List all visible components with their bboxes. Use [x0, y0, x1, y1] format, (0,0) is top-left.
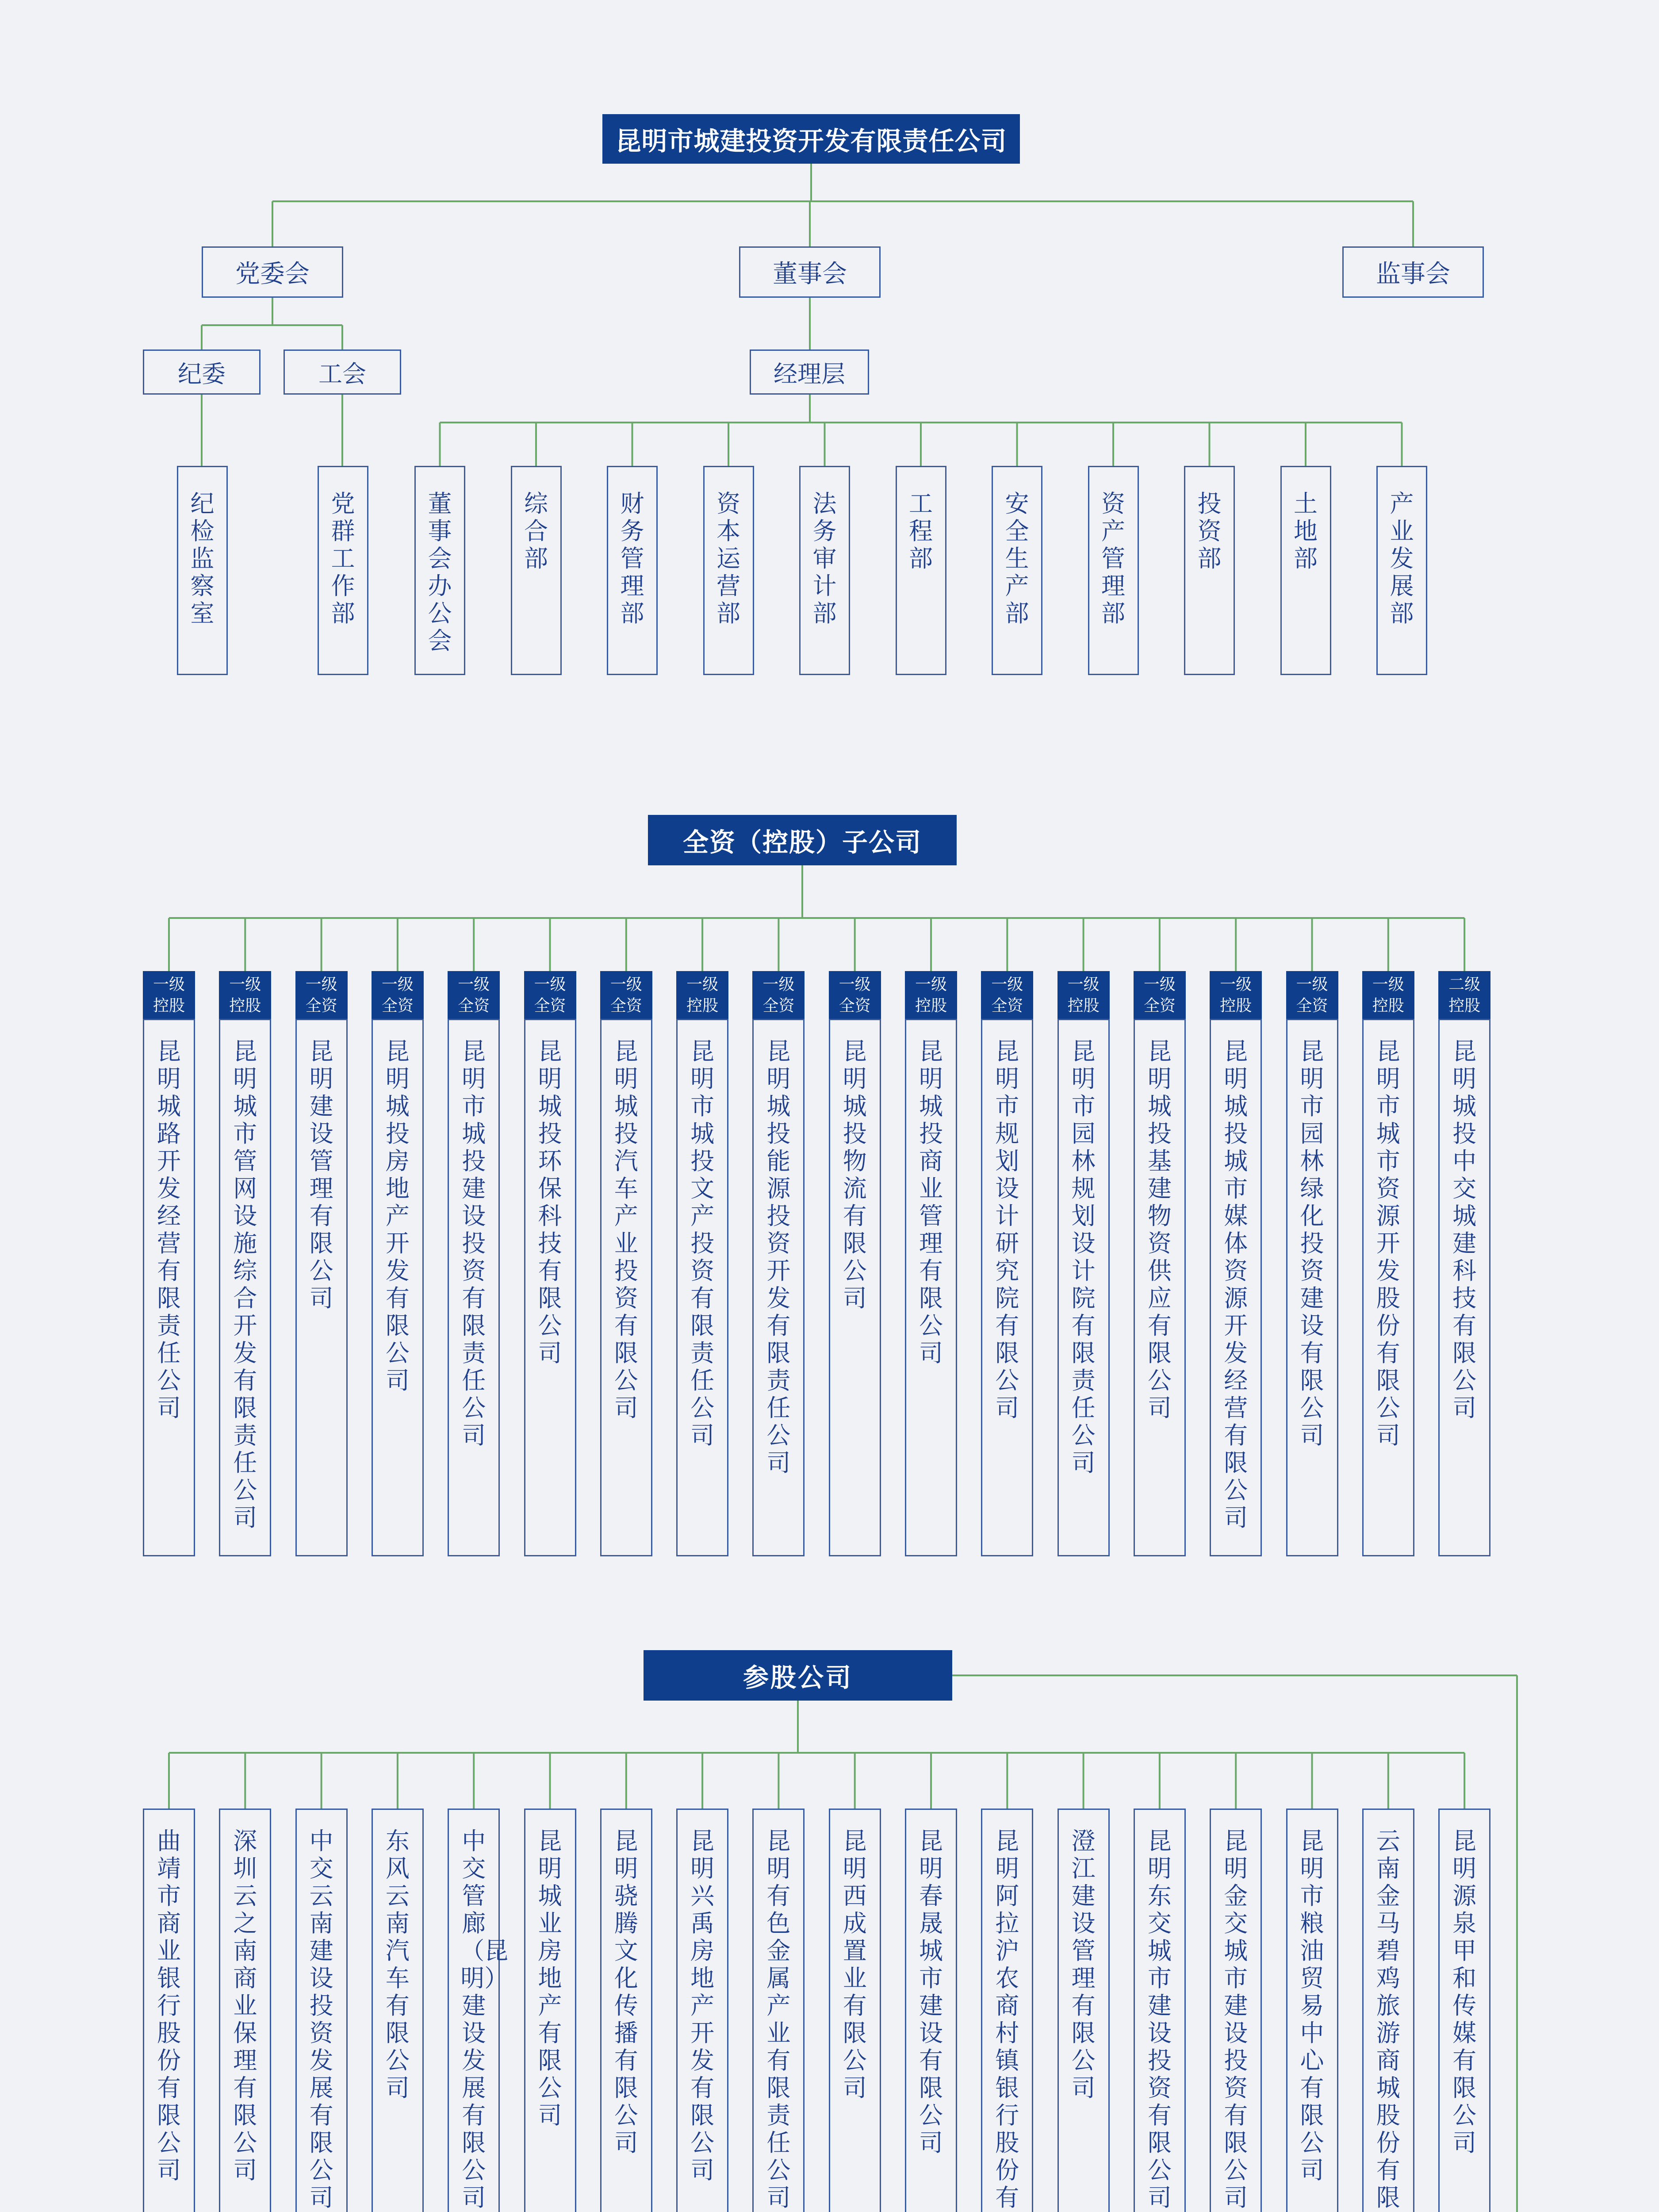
- affiliate-box: [1134, 1809, 1186, 2212]
- subsidiary-tag: [219, 971, 271, 1020]
- subsidiary-tag-type: 控股: [1067, 996, 1100, 1014]
- subsidiary-tag-level: 一级: [1372, 975, 1404, 993]
- subsidiary-label: 昆明城市管网设施综合开发有限责任公司: [233, 1038, 257, 1531]
- affiliate-box: [1438, 1809, 1490, 2212]
- subsidiary-box: [752, 1019, 805, 1556]
- subsidiary-box: [1438, 1019, 1490, 1556]
- affiliate-label: 昆明阿拉沪农商村镇银行股份有: [995, 1828, 1019, 2211]
- subsidiary-label: 昆明城投环保科技有限公司: [538, 1038, 562, 1367]
- subsidiary-label: 昆明市城投文产投资有限责任公司: [690, 1038, 715, 1449]
- department-label: 财务管理部: [620, 491, 644, 627]
- subsidiary-tag: [600, 971, 652, 1020]
- party-work-dept-label: 党群工作部: [331, 491, 355, 627]
- affiliate-box: [295, 1809, 348, 2212]
- subsidiary-tag: [1134, 971, 1186, 1020]
- subsidiary-tag-level: 一级: [1143, 975, 1176, 993]
- subsidiary-tag-type: 控股: [229, 996, 261, 1014]
- department-box: [1088, 466, 1139, 675]
- affiliate-label: 东风云南汽车有限公司: [385, 1828, 410, 2101]
- subsidiary-box: [143, 1019, 195, 1556]
- affiliate-label: 昆明春晟城市建设有限公司: [919, 1828, 943, 2156]
- subsidiary-tag-type: 控股: [1220, 996, 1252, 1014]
- subsidiary-tag: [676, 971, 728, 1020]
- subsidiary-tag: [1057, 971, 1110, 1020]
- subsidiary-tag-type: 控股: [915, 996, 947, 1014]
- subsidiary-tag: [1362, 971, 1414, 1020]
- affiliate-label: 澄江建设管理有限公司: [1071, 1828, 1096, 2101]
- subsidiary-label: 昆明城投房地产开发有限公司: [385, 1038, 410, 1394]
- subsidiary-tag-level: 一级: [1296, 975, 1328, 993]
- affiliate-label: 昆明源泉甲和传媒有限公司: [1452, 1828, 1477, 2156]
- department-box: [1184, 466, 1235, 675]
- subsidiary-label: 昆明城投中交城建科技有限公司: [1452, 1038, 1477, 1421]
- subsidiaries-title: 全资（控股）子公司: [648, 815, 957, 865]
- subsidiary-label: 昆明市园林规划设计院有限责任公司: [1071, 1038, 1096, 1476]
- affiliate-box: [981, 1809, 1033, 2212]
- subsidiary-tag-level: 一级: [686, 975, 719, 993]
- subsidiary-tag-level: 一级: [915, 975, 947, 993]
- subsidiary-box: [600, 1019, 652, 1556]
- subsidiary-box: [1286, 1019, 1338, 1556]
- subsidiary-label: 昆明城投基建物资供应有限公司: [1147, 1038, 1172, 1421]
- affiliate-box: [372, 1809, 424, 2212]
- affiliate-label: 中交管廊（昆明）建设发展有限公司: [460, 1828, 509, 2211]
- affiliate-label: 云南金马碧鸡旅游商城股份有限: [1376, 1828, 1400, 2211]
- department-box: [511, 466, 562, 675]
- subsidiary-tag-level: 一级: [305, 975, 337, 993]
- department-box: [1376, 466, 1427, 675]
- subsidiary-label: 昆明城投能源投资开发有限责任公司: [766, 1038, 791, 1476]
- subsidiary-label: 昆明市规划设计研究院有限公司: [995, 1038, 1019, 1421]
- subsidiary-tag-level: 一级: [534, 975, 566, 993]
- department-box: [799, 466, 850, 675]
- affiliate-box: [219, 1809, 271, 2212]
- subsidiary-label: 昆明市园林绿化投资建设有限公司: [1300, 1038, 1324, 1449]
- discipline-office-label: 纪检监察室: [190, 491, 215, 627]
- subsidiary-box: [524, 1019, 576, 1556]
- affiliate-label: 昆明市粮油贸易中心有限公司: [1300, 1828, 1324, 2184]
- affiliate-box: [1362, 1809, 1414, 2212]
- affiliates-title: 参股公司: [644, 1650, 952, 1701]
- subsidiary-tag-type: 控股: [686, 996, 719, 1014]
- department-label: 综合部: [524, 491, 548, 572]
- department-label: 法务审计部: [812, 491, 837, 627]
- department-label: 安全生产部: [1005, 491, 1029, 627]
- affiliate-box: [752, 1809, 805, 2212]
- subsidiary-tag-type: 全资: [762, 996, 795, 1014]
- subsidiary-tag-level: 一级: [991, 975, 1023, 993]
- supervisory-board-box: 监事会: [1342, 246, 1484, 298]
- subsidiary-box: [1134, 1019, 1186, 1556]
- party-work-dept-box: [318, 466, 368, 675]
- subsidiary-label: 昆明市城市资源开发股份有限公司: [1376, 1038, 1400, 1449]
- department-box: [607, 466, 658, 675]
- discipline-office-box: [177, 466, 228, 675]
- department-label: 资本运营部: [716, 491, 740, 627]
- affiliate-label: 昆明兴禹房地产开发有限公司: [690, 1828, 715, 2184]
- subsidiary-tag-type: 全资: [305, 996, 337, 1014]
- affiliate-box: [448, 1809, 509, 2212]
- subsidiary-tag: [905, 971, 957, 1020]
- subsidiary-tag: [524, 971, 576, 1020]
- subsidiary-tag: [143, 971, 195, 1020]
- subsidiary-box: [1362, 1019, 1414, 1556]
- subsidiary-tag: [981, 971, 1033, 1020]
- subsidiary-box: [372, 1019, 424, 1556]
- subsidiary-tag: [1210, 971, 1262, 1020]
- subsidiary-label: 昆明市城投建设投资有限责任公司: [462, 1038, 486, 1449]
- subsidiary-tag-type: 全资: [381, 996, 414, 1014]
- subsidiary-tag-level: 一级: [229, 975, 261, 993]
- department-label: 产业发展部: [1390, 491, 1414, 627]
- subsidiary-label: 昆明城路开发经营有限责任公司: [157, 1038, 181, 1421]
- subsidiary-tag-level: 一级: [381, 975, 414, 993]
- affiliate-box: [1286, 1809, 1338, 2212]
- subsidiary-tag-level: 一级: [762, 975, 795, 993]
- subsidiary-tag-level: 一级: [153, 975, 185, 993]
- subsidiary-tag: [752, 971, 805, 1020]
- subsidiary-tag-type: 全资: [991, 996, 1023, 1014]
- subsidiary-tag-type: 全资: [534, 996, 566, 1014]
- subsidiary-box: [448, 1019, 500, 1556]
- subsidiary-tag-type: 全资: [1296, 996, 1328, 1014]
- affiliate-label: 深圳云之南商业保理有限公司: [233, 1828, 257, 2184]
- department-box: [896, 466, 946, 675]
- subsidiary-tag: [448, 971, 500, 1020]
- affiliate-box: [1057, 1809, 1110, 2212]
- subsidiary-tag-level: 一级: [839, 975, 871, 993]
- party-committee-box: 党委会: [202, 246, 343, 298]
- department-box: [1280, 466, 1331, 675]
- affiliate-label: 中交云南建设投资发展有限公司: [309, 1828, 333, 2211]
- company-title: 昆明市城建投资开发有限责任公司: [602, 114, 1020, 164]
- subsidiary-tag-level: 二级: [1448, 975, 1481, 993]
- subsidiary-box: [981, 1019, 1033, 1556]
- subsidiary-tag-level: 一级: [1067, 975, 1100, 993]
- department-box: [703, 466, 754, 675]
- subsidiary-label: 昆明城投物流有限公司: [843, 1038, 867, 1312]
- discipline-committee-box: 纪委: [143, 349, 261, 395]
- subsidiary-tag-level: 一级: [610, 975, 642, 993]
- subsidiary-label: 昆明城投城市媒体资源开发经营有限公司: [1224, 1038, 1248, 1531]
- affiliate-box: [905, 1809, 957, 2212]
- affiliate-label: 曲靖市商业银行股份有限公司: [157, 1828, 181, 2184]
- board-box: 董事会: [739, 246, 881, 298]
- subsidiary-tag-type: 控股: [1448, 996, 1481, 1014]
- subsidiary-box: [905, 1019, 957, 1556]
- affiliate-label: 昆明骁腾文化传播有限公司: [614, 1828, 638, 2156]
- affiliate-box: [524, 1809, 576, 2212]
- department-box: [992, 466, 1042, 675]
- affiliate-label: 昆明金交城市建设投资有限公司: [1224, 1828, 1248, 2211]
- subsidiary-tag: [1286, 971, 1338, 1020]
- subsidiary-tag: [295, 971, 348, 1020]
- subsidiary-box: [219, 1019, 271, 1556]
- subsidiary-label: 昆明城投商业管理有限公司: [919, 1038, 943, 1367]
- subsidiary-label: 昆明建设管理有限公司: [309, 1038, 333, 1312]
- department-label: 董事会办公会: [428, 491, 452, 654]
- management-box: 经理层: [750, 349, 869, 395]
- subsidiary-tag: [829, 971, 881, 1020]
- subsidiary-box: [1210, 1019, 1262, 1556]
- subsidiary-tag-type: 全资: [1143, 996, 1176, 1014]
- department-label: 工程部: [909, 491, 933, 572]
- subsidiary-tag-type: 控股: [153, 996, 185, 1014]
- subsidiary-box: [295, 1019, 348, 1556]
- department-label: 土地部: [1294, 491, 1318, 572]
- affiliate-box: [1210, 1809, 1262, 2212]
- subsidiary-tag-type: 全资: [610, 996, 642, 1014]
- department-box: [414, 466, 465, 675]
- subsidiary-tag: [372, 971, 424, 1020]
- union-box: 工会: [284, 349, 401, 395]
- subsidiary-tag: [1438, 971, 1490, 1020]
- subsidiary-tag-type: 全资: [458, 996, 490, 1014]
- affiliate-label: 昆明西成置业有限公司: [843, 1828, 867, 2101]
- affiliate-label: 昆明有色金属产业有限责任公司: [766, 1828, 791, 2211]
- subsidiary-tag-type: 控股: [1372, 996, 1404, 1014]
- subsidiary-box: [676, 1019, 728, 1556]
- subsidiary-label: 昆明城投汽车产业投资有限公司: [614, 1038, 638, 1421]
- subsidiary-tag-level: 一级: [1220, 975, 1252, 993]
- department-label: 资产管理部: [1101, 491, 1125, 627]
- subsidiary-box: [829, 1019, 881, 1556]
- affiliate-box: [600, 1809, 652, 2212]
- affiliate-box: [143, 1809, 195, 2212]
- department-label: 投资部: [1197, 491, 1222, 572]
- affiliate-box: [829, 1809, 881, 2212]
- subsidiary-box: [1057, 1019, 1110, 1556]
- affiliate-label: 昆明城业房地产有限公司: [538, 1828, 562, 2129]
- affiliate-box: [676, 1809, 728, 2212]
- subsidiary-tag-type: 全资: [839, 996, 871, 1014]
- affiliate-label: 昆明东交城市建设投资有限公司: [1147, 1828, 1172, 2211]
- subsidiary-tag-level: 一级: [458, 975, 490, 993]
